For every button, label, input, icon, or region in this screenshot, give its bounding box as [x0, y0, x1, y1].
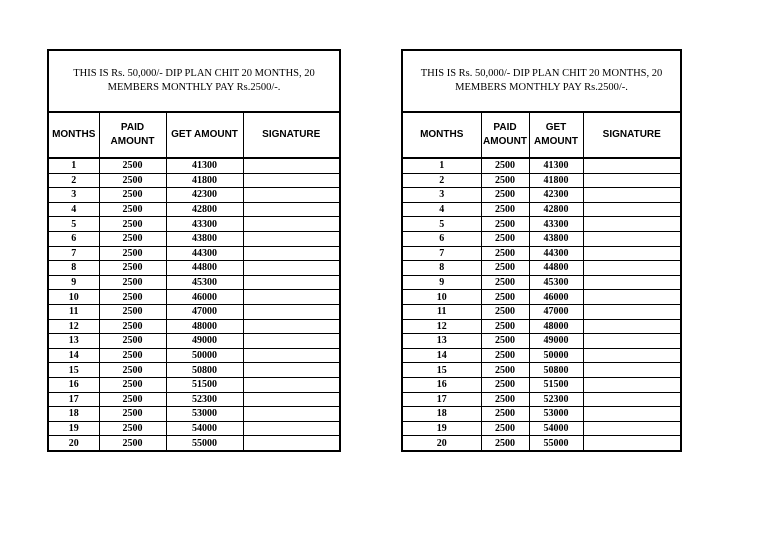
get-amount-cell: 41300: [529, 158, 583, 173]
month-cell: 14: [403, 348, 481, 363]
paid-amount-cell: 2500: [481, 173, 529, 188]
paid-amount-cell: 2500: [99, 202, 166, 217]
paid-amount-cell: 2500: [481, 436, 529, 450]
signature-cell: [583, 261, 680, 276]
get-amount-cell: 43800: [166, 231, 243, 246]
table-row: [403, 348, 680, 363]
paid-amount-cell: 2500: [99, 319, 166, 334]
paid-amount-cell: 2500: [99, 392, 166, 407]
signature-cell: [243, 231, 339, 246]
paid-amount-cell: 2500: [481, 261, 529, 276]
table-row: [49, 407, 339, 422]
month-cell: 12: [403, 319, 481, 334]
signature-cell: [583, 290, 680, 305]
month-cell: 19: [403, 421, 481, 436]
month-cell: 16: [403, 377, 481, 392]
table-row: [403, 158, 680, 173]
signature-cell: [583, 319, 680, 334]
get-amount-cell: 54000: [166, 421, 243, 436]
signature-cell: [583, 377, 680, 392]
month-cell: 20: [403, 436, 481, 450]
month-cell: 1: [49, 158, 99, 173]
signature-cell: [243, 261, 339, 276]
month-cell: 10: [49, 290, 99, 305]
get-amount-cell: 50800: [529, 363, 583, 378]
paid-amount-cell: 2500: [481, 158, 529, 173]
month-cell: 8: [49, 261, 99, 276]
get-amount-cell: 55000: [529, 436, 583, 450]
table-row: [403, 334, 680, 349]
signature-cell: [583, 231, 680, 246]
paid-amount-cell: 2500: [481, 217, 529, 232]
get-amount-cell: 51500: [529, 377, 583, 392]
month-cell: 8: [403, 261, 481, 276]
signature-cell: [583, 188, 680, 203]
signature-cell: [583, 421, 680, 436]
paid-amount-cell: 2500: [99, 304, 166, 319]
table-row: [403, 275, 680, 290]
month-cell: 11: [403, 304, 481, 319]
table-row: [49, 217, 339, 232]
signature-cell: [243, 188, 339, 203]
month-cell: 1: [403, 158, 481, 173]
month-cell: 9: [403, 275, 481, 290]
month-cell: 17: [403, 392, 481, 407]
get-amount-cell: 52300: [529, 392, 583, 407]
signature-cell: [243, 348, 339, 363]
month-cell: 2: [49, 173, 99, 188]
column-header-get-amount: GET AMOUNT: [529, 113, 583, 158]
table-row: [49, 421, 339, 436]
table-row: [403, 173, 680, 188]
get-amount-cell: 46000: [166, 290, 243, 305]
get-amount-cell: 43300: [166, 217, 243, 232]
paid-amount-cell: 2500: [99, 348, 166, 363]
get-amount-cell: 41800: [166, 173, 243, 188]
table-row: [403, 202, 680, 217]
column-header-months: MONTHS: [403, 113, 481, 158]
get-amount-cell: 49000: [166, 334, 243, 349]
get-amount-cell: 41300: [166, 158, 243, 173]
table-row: [403, 304, 680, 319]
paid-amount-cell: 2500: [481, 319, 529, 334]
month-cell: 14: [49, 348, 99, 363]
month-cell: 9: [49, 275, 99, 290]
paid-amount-cell: 2500: [481, 290, 529, 305]
signature-cell: [243, 158, 339, 173]
paid-amount-cell: 2500: [99, 261, 166, 276]
table-row: [49, 377, 339, 392]
paid-amount-cell: 2500: [481, 407, 529, 422]
paid-amount-cell: 2500: [99, 436, 166, 450]
column-header-signature: SIGNATURE: [243, 113, 339, 158]
signature-cell: [243, 202, 339, 217]
signature-cell: [583, 275, 680, 290]
table-row: [403, 290, 680, 305]
paid-amount-cell: 2500: [99, 275, 166, 290]
get-amount-cell: 43300: [529, 217, 583, 232]
signature-cell: [583, 202, 680, 217]
signature-cell: [243, 217, 339, 232]
month-cell: 5: [403, 217, 481, 232]
table-row: [403, 392, 680, 407]
table-row: [403, 261, 680, 276]
paid-amount-cell: 2500: [99, 231, 166, 246]
paid-amount-cell: 2500: [481, 188, 529, 203]
get-amount-cell: 45300: [529, 275, 583, 290]
month-cell: 3: [49, 188, 99, 203]
paid-amount-cell: 2500: [481, 348, 529, 363]
sheet-title: THIS IS Rs. 50,000/- DIP PLAN CHIT 20 MONTHS, 20 MEMBERS MONTHLY PAY Rs.2500/-.: [49, 51, 339, 113]
column-header-months: MONTHS: [49, 113, 99, 158]
signature-cell: [243, 407, 339, 422]
column-header-paid-amount: PAID AMOUNT: [481, 113, 529, 158]
paid-amount-cell: 2500: [99, 158, 166, 173]
paid-amount-cell: 2500: [481, 304, 529, 319]
month-cell: 15: [49, 363, 99, 378]
month-cell: 12: [49, 319, 99, 334]
signature-cell: [243, 363, 339, 378]
month-cell: 10: [403, 290, 481, 305]
month-cell: 4: [49, 202, 99, 217]
table-row: [49, 261, 339, 276]
signature-cell: [243, 319, 339, 334]
paid-amount-cell: 2500: [481, 231, 529, 246]
get-amount-cell: 47000: [166, 304, 243, 319]
get-amount-cell: 45300: [166, 275, 243, 290]
paid-amount-cell: 2500: [481, 421, 529, 436]
chit-sheet-right: [401, 49, 682, 452]
table-row: [49, 348, 339, 363]
column-header-paid-amount: PAID AMOUNT: [99, 113, 166, 158]
get-amount-cell: 44800: [166, 261, 243, 276]
table-row: [49, 436, 339, 450]
paid-amount-cell: 2500: [481, 334, 529, 349]
table-row: [49, 246, 339, 261]
table-row: [49, 290, 339, 305]
chit-sheet-left: [47, 49, 341, 452]
chit-table: [403, 113, 680, 450]
paid-amount-cell: 2500: [99, 173, 166, 188]
table-row: [49, 202, 339, 217]
paid-amount-cell: 2500: [99, 377, 166, 392]
get-amount-cell: 55000: [166, 436, 243, 450]
signature-cell: [583, 348, 680, 363]
table-row: [49, 392, 339, 407]
sheet-title: THIS IS Rs. 50,000/- DIP PLAN CHIT 20 MONTHS, 20 MEMBERS MONTHLY PAY Rs.2500/-.: [403, 51, 680, 113]
month-cell: 11: [49, 304, 99, 319]
paid-amount-cell: 2500: [481, 377, 529, 392]
paid-amount-cell: 2500: [481, 275, 529, 290]
month-cell: 5: [49, 217, 99, 232]
table-row: [49, 334, 339, 349]
table-row: [403, 319, 680, 334]
table-row: [403, 231, 680, 246]
get-amount-cell: 53000: [529, 407, 583, 422]
get-amount-cell: 44800: [529, 261, 583, 276]
get-amount-cell: 42300: [166, 188, 243, 203]
paid-amount-cell: 2500: [481, 246, 529, 261]
get-amount-cell: 44300: [529, 246, 583, 261]
get-amount-cell: 46000: [529, 290, 583, 305]
get-amount-cell: 53000: [166, 407, 243, 422]
get-amount-cell: 54000: [529, 421, 583, 436]
paid-amount-cell: 2500: [99, 334, 166, 349]
table-row: [403, 377, 680, 392]
get-amount-cell: 50000: [166, 348, 243, 363]
get-amount-cell: 51500: [166, 377, 243, 392]
signature-cell: [243, 304, 339, 319]
get-amount-cell: 48000: [529, 319, 583, 334]
signature-cell: [243, 290, 339, 305]
column-header-get-amount: GET AMOUNT: [166, 113, 243, 158]
signature-cell: [583, 158, 680, 173]
get-amount-cell: 49000: [529, 334, 583, 349]
paid-amount-cell: 2500: [99, 246, 166, 261]
table-row: [403, 421, 680, 436]
table-row: [403, 407, 680, 422]
signature-cell: [243, 392, 339, 407]
month-cell: 7: [403, 246, 481, 261]
table-row: [49, 363, 339, 378]
month-cell: 3: [403, 188, 481, 203]
paid-amount-cell: 2500: [481, 363, 529, 378]
get-amount-cell: 44300: [166, 246, 243, 261]
paid-amount-cell: 2500: [99, 217, 166, 232]
get-amount-cell: 50800: [166, 363, 243, 378]
month-cell: 18: [403, 407, 481, 422]
paid-amount-cell: 2500: [481, 202, 529, 217]
signature-cell: [583, 304, 680, 319]
month-cell: 2: [403, 173, 481, 188]
get-amount-cell: 52300: [166, 392, 243, 407]
paid-amount-cell: 2500: [99, 188, 166, 203]
signature-cell: [583, 363, 680, 378]
table-row: [49, 158, 339, 173]
signature-cell: [243, 275, 339, 290]
table-body: [49, 158, 339, 450]
paid-amount-cell: 2500: [99, 363, 166, 378]
table-row: [403, 436, 680, 450]
paid-amount-cell: 2500: [99, 407, 166, 422]
paid-amount-cell: 2500: [481, 392, 529, 407]
chit-table: [49, 113, 339, 450]
month-cell: 13: [49, 334, 99, 349]
get-amount-cell: 42800: [166, 202, 243, 217]
table-row: [49, 304, 339, 319]
signature-cell: [243, 421, 339, 436]
get-amount-cell: 47000: [529, 304, 583, 319]
month-cell: 6: [403, 231, 481, 246]
signature-cell: [583, 407, 680, 422]
get-amount-cell: 42800: [529, 202, 583, 217]
signature-cell: [243, 246, 339, 261]
table-row: [403, 363, 680, 378]
paid-amount-cell: 2500: [99, 421, 166, 436]
signature-cell: [583, 217, 680, 232]
get-amount-cell: 48000: [166, 319, 243, 334]
month-cell: 7: [49, 246, 99, 261]
signature-cell: [583, 173, 680, 188]
table-row: [49, 231, 339, 246]
month-cell: 19: [49, 421, 99, 436]
header-row: [403, 113, 680, 158]
signature-cell: [583, 334, 680, 349]
month-cell: 6: [49, 231, 99, 246]
month-cell: 4: [403, 202, 481, 217]
table-row: [49, 319, 339, 334]
get-amount-cell: 42300: [529, 188, 583, 203]
signature-cell: [243, 173, 339, 188]
month-cell: 20: [49, 436, 99, 450]
table-row: [403, 246, 680, 261]
header-row: [49, 113, 339, 158]
month-cell: 17: [49, 392, 99, 407]
signature-cell: [243, 436, 339, 450]
month-cell: 18: [49, 407, 99, 422]
signature-cell: [583, 436, 680, 450]
column-header-signature: SIGNATURE: [583, 113, 680, 158]
table-row: [49, 173, 339, 188]
paid-amount-cell: 2500: [99, 290, 166, 305]
table-row: [49, 188, 339, 203]
signature-cell: [583, 246, 680, 261]
signature-cell: [243, 377, 339, 392]
table-row: [403, 188, 680, 203]
table-body: [403, 158, 680, 450]
month-cell: 16: [49, 377, 99, 392]
signature-cell: [583, 392, 680, 407]
signature-cell: [243, 334, 339, 349]
get-amount-cell: 41800: [529, 173, 583, 188]
table-row: [403, 217, 680, 232]
get-amount-cell: 43800: [529, 231, 583, 246]
month-cell: 15: [403, 363, 481, 378]
month-cell: 13: [403, 334, 481, 349]
table-row: [49, 275, 339, 290]
get-amount-cell: 50000: [529, 348, 583, 363]
